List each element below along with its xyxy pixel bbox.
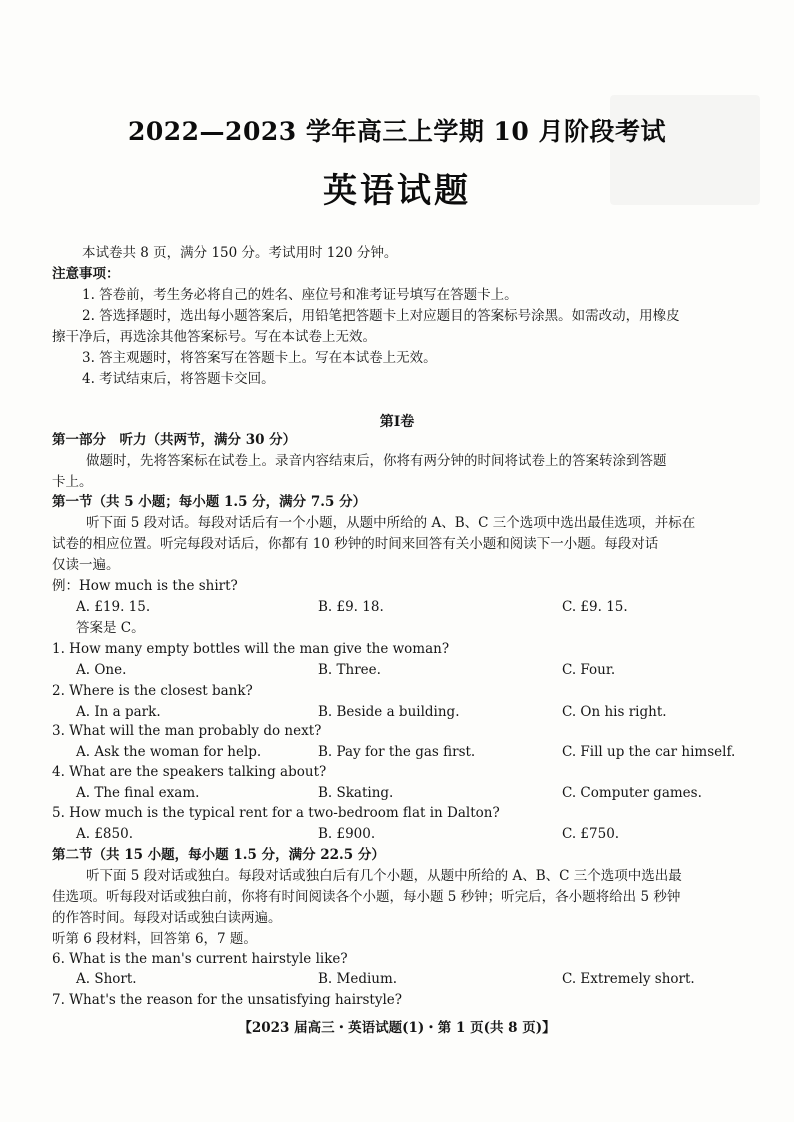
q3-option-a: A. Ask the woman for help. [76,744,262,760]
q4-option-b: B. Skating. [318,785,394,801]
section1-instruction: 听下面 5 段对话。每段对话后有一个小题，从题中所给的 A、B、C 三个选项中选出最佳选项，并标在 [86,515,696,531]
q6-option-a: A. Short. [76,971,137,987]
q3-option-b: B. Pay for the gas first. [318,744,476,760]
example-option-b: B. £9. 18. [318,599,384,615]
q1-option-b: B. Three. [318,662,381,678]
q3-option-c: C. Fill up the car himself. [562,744,736,760]
q1-option-a: A. One. [76,662,127,678]
section2-heading: 第二节（共 15 小题，每小题 1.5 分，满分 22.5 分） [52,847,385,863]
q4-option-c: C. Computer games. [562,785,702,801]
question-6: 6. What is the man's current hairstyle like? [52,951,348,967]
section2-instruction: 的作答时间。每段对话或独白读两遍。 [52,910,282,926]
intro-text: 本试卷共 8 页，满分 150 分。考试用时 120 分钟。 [82,245,398,261]
example-option-a: A. £19. 15. [76,599,151,615]
q5-option-a: A. £850. [76,826,133,842]
question-5: 5. How much is the typical rent for a two-bedroom flat in Dalton? [52,805,500,821]
part1-heading: 第一部分 听力（共两节，满分 30 分） [52,432,297,448]
note-item: 2. 答选择题时，选出每小题答案后，用铅笔把答题卡上对应题目的答案标号涂黑。如需改动，用橡皮 [82,308,680,324]
section1-instruction: 试卷的相应位置。听完每段对话后，你都有 10 秒钟的时间来回答有关小题和阅读下一小题。每段对话 [52,536,659,552]
example-answer: 答案是 C。 [76,620,145,636]
section1-heading: 第一节（共 5 小题；每小题 1.5 分，满分 7.5 分） [52,494,367,510]
subject-title: 英语试题 [323,171,471,211]
volume-label: 第Ⅰ卷 [379,414,415,430]
example-question: 例：How much is the shirt? [52,578,238,594]
q5-option-c: C. £750. [562,826,620,842]
q2-option-c: C. On his right. [562,704,667,720]
part1-instruction: 做题时，先将答案标在试卷上。录音内容结束后，你将有两分钟的时间将试卷上的答案转涂到答题 [86,453,667,469]
section1-instruction: 仅读一遍。 [52,557,120,573]
exam-title: 2022—2023 学年高三上学期 10 月阶段考试 [127,117,667,146]
question-4: 4. What are the speakers talking about? [52,764,327,780]
question-7: 7. What's the reason for the unsatisfying hairstyle? [52,992,402,1008]
note-item: 擦干净后，再选涂其他答案标号。写在本试卷上无效。 [52,329,376,345]
note-item: 4. 考试结束后，将答题卡交回。 [82,371,275,387]
q6-option-c: C. Extremely short. [562,971,695,987]
q5-option-b: B. £900. [318,826,376,842]
note-item: 1. 答卷前，考生务必将自己的姓名、座位号和准考证号填写在答题卡上。 [82,287,518,303]
page-footer: 【2023 届高三・英语试题(1)・第 1 页(共 8 页)】 [238,1020,556,1036]
part1-instruction: 卡上。 [52,474,93,490]
q1-option-c: C. Four. [562,662,616,678]
question-1: 1. How many empty bottles will the man give the woman? [52,641,450,657]
material-note: 听第 6 段材料，回答第 6，7 题。 [52,931,257,947]
q4-option-a: A. The final exam. [76,785,200,801]
question-2: 2. Where is the closest bank? [52,683,253,699]
q2-option-a: A. In a park. [76,704,161,720]
example-option-c: C. £9. 15. [562,599,628,615]
section2-instruction: 听下面 5 段对话或独白。每段对话或独白后有几个小题，从题中所给的 A、B、C 三个选项中选出最 [86,868,682,884]
notes-heading: 注意事项： [52,266,120,282]
q6-option-b: B. Medium. [318,971,398,987]
section2-instruction: 佳选项。听每段对话或独白前，你将有时间阅读各个小题，每小题 5 秒钟；听完后，各小题将给出 5 秒钟 [52,889,681,905]
note-item: 3. 答主观题时，将答案写在答题卡上。写在本试卷上无效。 [82,350,437,366]
q2-option-b: B. Beside a building. [318,704,460,720]
question-3: 3. What will the man probably do next? [52,723,322,739]
